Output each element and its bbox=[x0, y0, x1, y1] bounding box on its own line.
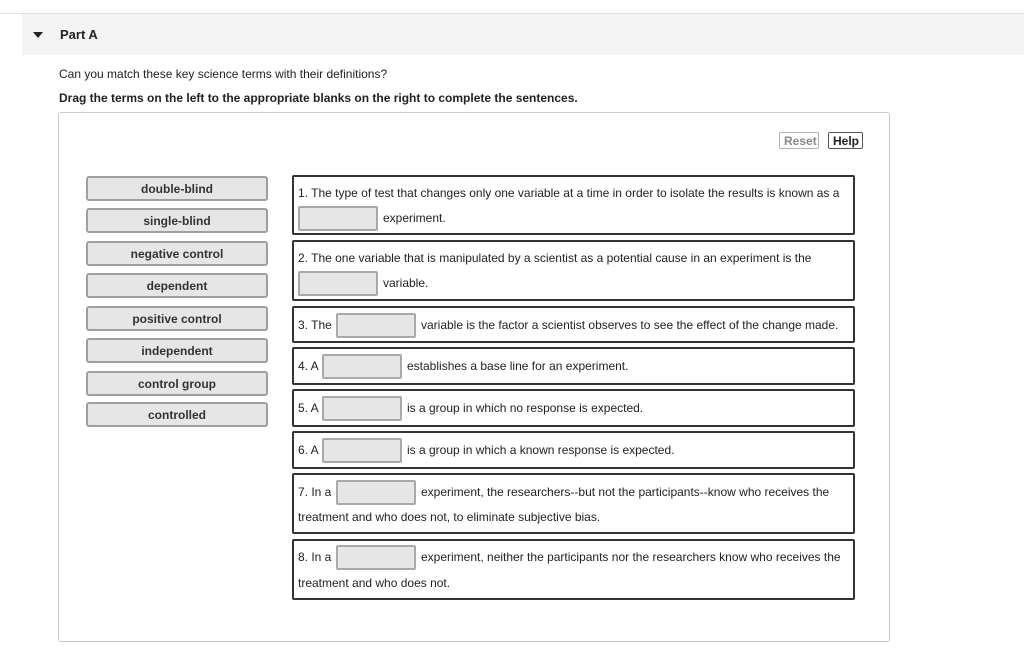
help-button[interactable]: Help bbox=[828, 132, 863, 149]
sentence-4 bbox=[292, 347, 855, 385]
part-title: Part A bbox=[60, 27, 98, 42]
sentence-7 bbox=[292, 473, 855, 534]
term-single-blind[interactable]: single-blind bbox=[86, 208, 268, 233]
question-text: Can you match these key science terms with their definitions? bbox=[59, 67, 388, 81]
sentence-4-after: establishes a base line for an experiment. bbox=[407, 359, 629, 373]
term-positive-control[interactable]: positive control bbox=[86, 306, 268, 331]
reset-button[interactable]: Reset bbox=[779, 132, 819, 149]
drop-target-2[interactable] bbox=[298, 271, 378, 296]
sentence-6 bbox=[292, 431, 855, 469]
sentence-8-before: 8. In a bbox=[298, 550, 332, 564]
drop-target-1[interactable] bbox=[298, 206, 378, 231]
sentence-8-after: experiment, neither the participants nor the researchers know who receives the bbox=[421, 550, 841, 564]
term-controlled[interactable]: controlled bbox=[86, 402, 268, 427]
drop-target-4[interactable] bbox=[322, 354, 402, 379]
sentence-7-line2: treatment and who does not, to eliminate subjective bias. bbox=[298, 510, 601, 524]
drop-target-5[interactable] bbox=[322, 396, 402, 421]
term-negative-control[interactable]: negative control bbox=[86, 241, 268, 266]
drop-target-8[interactable] bbox=[336, 545, 416, 570]
sentence-5-after: is a group in which no response is expected. bbox=[407, 401, 644, 415]
sentence-3-after: variable is the factor a scientist observes to see the effect of the change made. bbox=[421, 318, 839, 332]
sentence-2 bbox=[292, 240, 855, 301]
part-header[interactable] bbox=[22, 14, 1024, 55]
term-double-blind[interactable]: double-blind bbox=[86, 176, 268, 201]
collapse-caret-icon[interactable] bbox=[33, 32, 43, 38]
drop-target-6[interactable] bbox=[322, 438, 402, 463]
sentence-8 bbox=[292, 539, 855, 600]
sentence-3-before: 3. The bbox=[298, 318, 332, 332]
sentence-7-after: experiment, the researchers--but not the participants--know who receives the bbox=[421, 485, 830, 499]
drop-target-7[interactable] bbox=[336, 480, 416, 505]
sentence-4-before: 4. A bbox=[298, 359, 319, 373]
sentence-1 bbox=[292, 175, 855, 235]
sentence-5 bbox=[292, 389, 855, 427]
term-dependent[interactable]: dependent bbox=[86, 273, 268, 298]
drop-target-3[interactable] bbox=[336, 313, 416, 338]
term-control-group[interactable]: control group bbox=[86, 371, 268, 396]
sentence-6-before: 6. A bbox=[298, 443, 319, 457]
sentence-7-before: 7. In a bbox=[298, 485, 332, 499]
sentence-6-after: is a group in which a known response is expected. bbox=[407, 443, 675, 457]
sentence-5-before: 5. A bbox=[298, 401, 319, 415]
sentence-1-text: 1. The type of test that changes only one variable at a time in order to isolate the results is known as a bbox=[298, 186, 840, 200]
sentence-8-line2: treatment and who does not. bbox=[298, 576, 451, 590]
term-independent[interactable]: independent bbox=[86, 338, 268, 363]
sentence-2-after: variable. bbox=[383, 276, 429, 290]
sentence-2-text: 2. The one variable that is manipulated by a scientist as a potential cause in an experiment is the bbox=[298, 251, 812, 265]
instruction-text: Drag the terms on the left to the appropriate blanks on the right to complete the sentences. bbox=[59, 91, 578, 105]
sentence-1-after: experiment. bbox=[383, 211, 446, 225]
sentence-3 bbox=[292, 306, 855, 343]
